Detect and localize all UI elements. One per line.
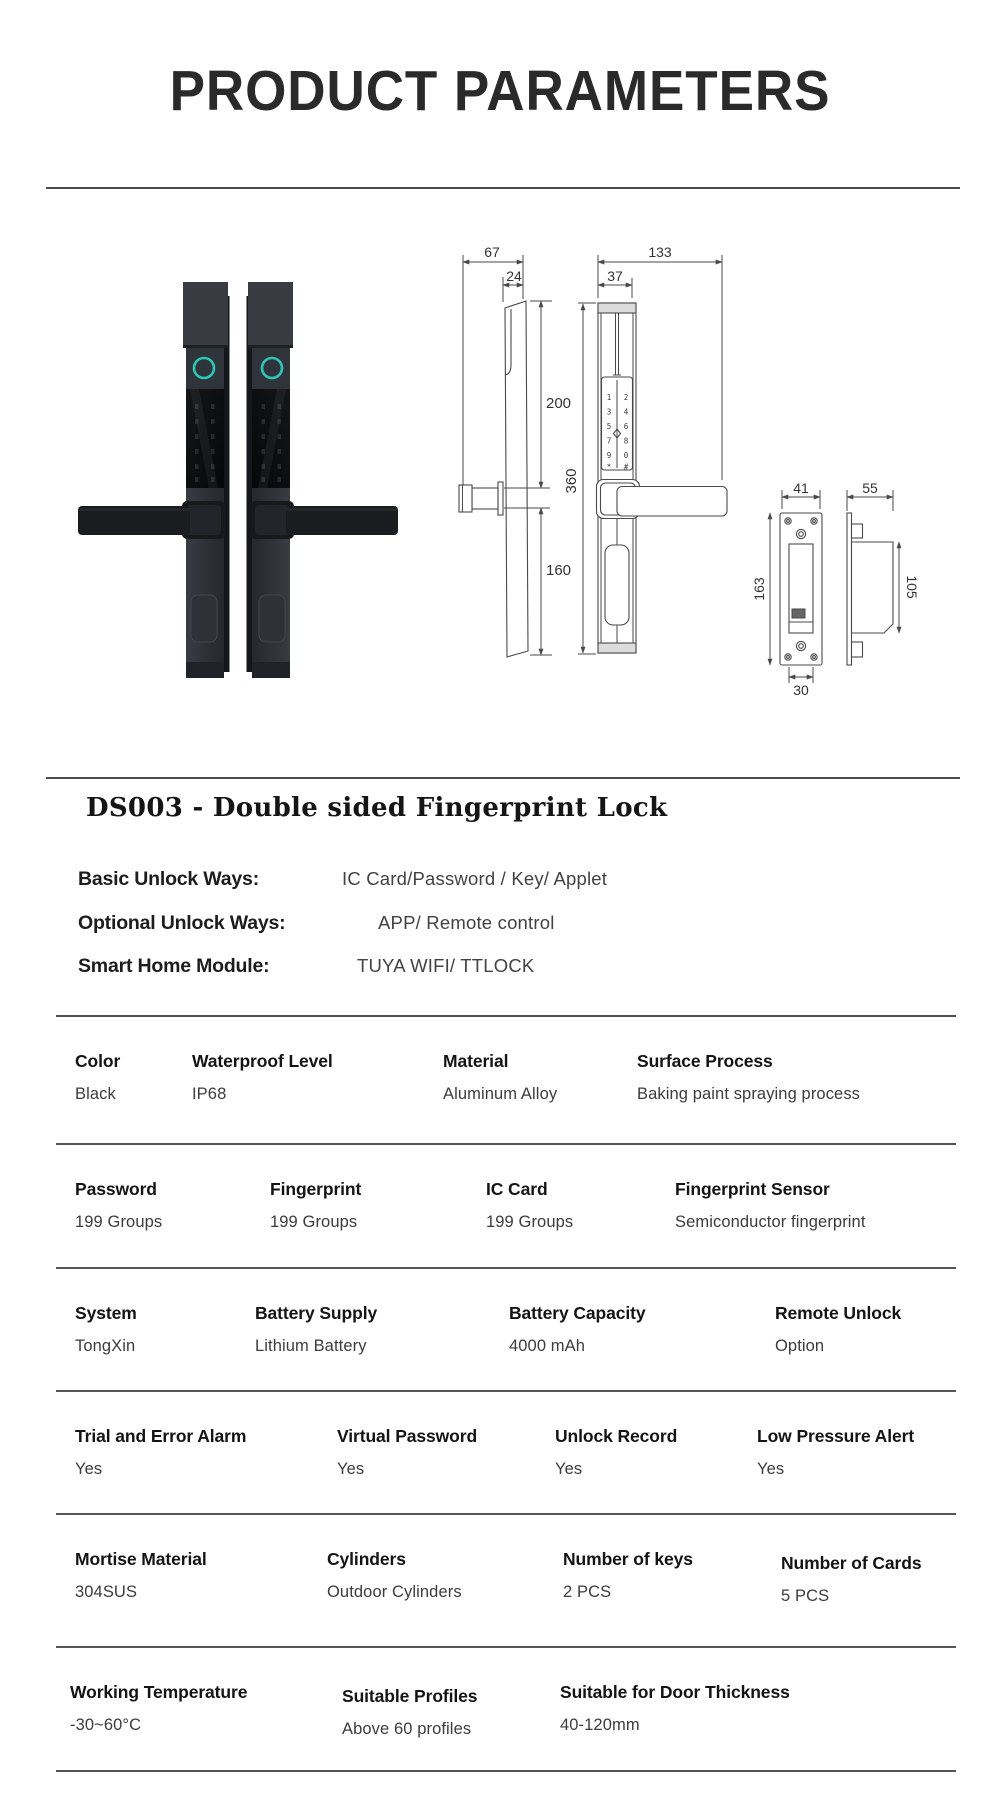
optional-unlock-value: APP/ Remote control <box>378 912 555 933</box>
spec-value: Black <box>75 1085 116 1103</box>
lock-front-unit <box>78 282 230 678</box>
spec-label: Color <box>75 1051 121 1071</box>
spec-label: Low Pressure Alert <box>757 1426 915 1446</box>
basic-unlock-line <box>78 868 938 894</box>
svg-text:8: 8 <box>623 436 629 446</box>
spec-row-environment <box>56 1648 956 1772</box>
svg-text:9: 9 <box>606 451 612 460</box>
front-view-drawing <box>597 244 728 653</box>
mortise-side-drawing <box>847 480 920 665</box>
latch-bolt <box>792 609 805 618</box>
spec-label: System <box>75 1303 137 1323</box>
svg-text:1: 1 <box>606 393 612 402</box>
product-photo <box>62 282 414 682</box>
spec-value: Outdoor Cylinders <box>327 1583 462 1601</box>
spec-label: Number of Cards <box>781 1553 922 1573</box>
side-view-drawing <box>459 244 571 657</box>
spec-value: 40-120mm <box>560 1716 640 1734</box>
spec-value: Semiconductor fingerprint <box>675 1213 866 1231</box>
spec-label: Battery Capacity <box>509 1303 646 1323</box>
spec-label: Password <box>75 1179 157 1199</box>
divider-top <box>46 187 960 189</box>
dim-strike-bottom-width: 30 <box>793 682 809 698</box>
basic-unlock-label: Basic Unlock Ways: <box>78 868 259 890</box>
svg-text:7: 7 <box>606 436 612 446</box>
spec-value: Aluminum Alloy <box>443 1085 558 1103</box>
svg-text:5: 5 <box>606 422 612 431</box>
lock-back-unit <box>247 282 399 678</box>
divider-middle <box>46 777 960 779</box>
lower-inset-panel <box>191 595 217 642</box>
spec-label: Remote Unlock <box>775 1303 902 1323</box>
dim-side-total-width: 67 <box>484 244 500 260</box>
spec-label: Number of keys <box>563 1549 693 1569</box>
smart-home-label: Smart Home Module: <box>78 955 270 977</box>
spec-row-appearance <box>56 1017 956 1145</box>
basic-unlock-value: IC Card/Password / Key/ Applet <box>342 868 608 889</box>
lock-side-strip <box>224 296 230 672</box>
spec-label: Surface Process <box>637 1051 773 1071</box>
spec-value: 4000 mAh <box>509 1337 586 1355</box>
spec-label: Suitable for Door Thickness <box>560 1682 790 1702</box>
spec-value: 2 PCS <box>563 1583 612 1601</box>
spec-value: Above 60 profiles <box>342 1720 472 1738</box>
spec-value: 5 PCS <box>781 1587 830 1605</box>
optional-unlock-line <box>78 912 938 938</box>
drawing-handle-lever <box>617 487 727 517</box>
dim-lower-section: 160 <box>546 562 572 579</box>
spec-label: Trial and Error Alarm <box>75 1426 247 1446</box>
spec-label: Cylinders <box>327 1549 406 1569</box>
dim-upper-section: 200 <box>546 395 572 412</box>
spec-row-capacity <box>56 1145 956 1269</box>
svg-text:#: # <box>623 462 629 472</box>
smart-home-value: TUYA WIFI/ TTLOCK <box>357 955 535 976</box>
spec-value: IP68 <box>192 1085 227 1103</box>
spec-value: TongXin <box>75 1337 136 1355</box>
spec-row-alarms <box>56 1392 956 1515</box>
spec-label: Battery Supply <box>255 1303 378 1323</box>
svg-text:4: 4 <box>623 407 629 417</box>
spec-row-system <box>56 1269 956 1392</box>
optional-unlock-label: Optional Unlock Ways: <box>78 912 286 934</box>
smart-home-line <box>78 955 938 981</box>
dim-strike-plate-width: 41 <box>793 480 809 496</box>
dim-side-body-depth: 24 <box>506 268 522 284</box>
spec-value: Yes <box>75 1460 103 1478</box>
dim-mortise-body-height: 105 <box>904 575 920 599</box>
spec-value: Yes <box>757 1460 785 1478</box>
spec-value: 199 Groups <box>486 1213 574 1231</box>
svg-text:0: 0 <box>623 451 629 460</box>
spec-value: 304SUS <box>75 1583 138 1601</box>
dim-front-body-width: 37 <box>607 268 623 284</box>
svg-text:3: 3 <box>606 407 612 417</box>
svg-text:*: * <box>606 462 612 472</box>
svg-text:2: 2 <box>623 393 629 402</box>
fingerprint-section <box>186 348 224 389</box>
spec-value: Lithium Battery <box>255 1337 367 1355</box>
spec-label: Material <box>443 1051 509 1071</box>
dim-strike-plate-height: 163 <box>751 577 767 601</box>
spec-label: Working Temperature <box>70 1682 248 1702</box>
spec-row-hardware <box>56 1515 956 1648</box>
dim-total-height: 360 <box>563 468 580 494</box>
spec-value: -30~60°C <box>70 1716 142 1734</box>
svg-text:6: 6 <box>623 422 629 431</box>
strike-plate-drawing <box>751 480 822 698</box>
spec-label: Mortise Material <box>75 1549 207 1569</box>
page-title: PRODUCT PARAMETERS <box>169 59 831 123</box>
spec-label: Virtual Password <box>337 1426 478 1446</box>
dim-mortise-depth: 55 <box>862 480 878 496</box>
spec-value: Option <box>775 1337 825 1355</box>
spec-label: IC Card <box>486 1179 548 1199</box>
spec-table <box>56 1015 956 1772</box>
spec-value: 199 Groups <box>270 1213 358 1231</box>
spec-label: Fingerprint Sensor <box>675 1179 830 1199</box>
spec-value: 199 Groups <box>75 1213 163 1231</box>
product-name: DS003 - Double sided Fingerprint Lock <box>86 793 668 823</box>
dim-front-total-width: 133 <box>648 244 672 260</box>
dimension-drawings <box>440 205 960 705</box>
spec-value: Yes <box>337 1460 365 1478</box>
spec-value: Yes <box>555 1460 583 1478</box>
spec-value: Baking paint spraying process <box>637 1085 861 1103</box>
lock-top-cap <box>183 282 228 348</box>
spec-label: Suitable Profiles <box>342 1686 478 1706</box>
spec-label: Fingerprint <box>270 1179 362 1199</box>
spec-label: Waterproof Level <box>192 1051 333 1071</box>
spec-label: Unlock Record <box>555 1426 678 1446</box>
total-height-dimension <box>563 303 596 654</box>
